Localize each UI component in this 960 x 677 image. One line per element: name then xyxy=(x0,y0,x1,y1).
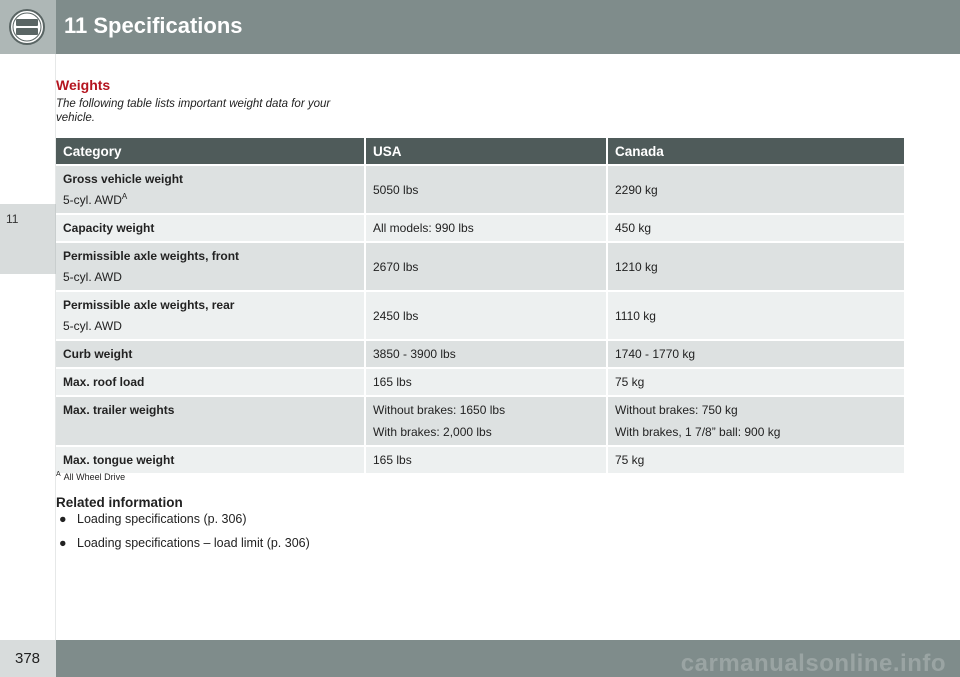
category-cell xyxy=(56,165,365,214)
usa-cell: 2670 lbs xyxy=(365,242,607,291)
canada-cell: 75 kg xyxy=(607,368,904,396)
table-row xyxy=(56,214,904,242)
table-row xyxy=(56,165,904,214)
related-link-text[interactable]: Loading specifications (p. 306) xyxy=(77,512,247,526)
category-label: Permissible axle weights, front xyxy=(63,249,240,263)
chapter-badge-icon xyxy=(8,8,46,46)
category-label: Max. tongue weight xyxy=(63,453,175,467)
related-info-title: Related information xyxy=(56,495,183,510)
related-link[interactable] xyxy=(56,511,310,535)
watermark: carmanualsonline.info xyxy=(680,650,946,677)
category-label: Max. roof load xyxy=(63,375,145,389)
category-sublabel: 5-cyl. AWD xyxy=(63,319,122,333)
table-row xyxy=(56,291,904,340)
chapter-badge-area xyxy=(0,0,56,54)
category-label: Max. trailer weights xyxy=(63,403,175,417)
canada-cell: 75 kg xyxy=(607,446,904,473)
chapter-title: 11 Specifications xyxy=(64,13,243,38)
footnote-marker: A xyxy=(56,471,61,478)
category-label: Gross vehicle weight xyxy=(63,172,184,186)
canada-cell: 1210 kg xyxy=(607,242,904,291)
table-row xyxy=(56,446,904,473)
usa-cell: 3850 - 3900 lbs xyxy=(365,340,607,368)
canada-cell xyxy=(607,396,904,446)
usa-cell xyxy=(365,396,607,446)
usa-cell: 5050 lbs xyxy=(365,165,607,214)
usa-cell: 165 lbs xyxy=(365,368,607,396)
chapter-tab[interactable] xyxy=(0,204,56,274)
usa-line: Without brakes: 1650 lbs xyxy=(373,403,506,417)
related-link-text[interactable]: Loading specifications – load limit (p. 306) xyxy=(77,536,310,550)
category-cell xyxy=(56,291,365,340)
side-margin xyxy=(0,54,56,640)
related-link[interactable] xyxy=(56,535,310,559)
category-label: Capacity weight xyxy=(63,221,155,235)
canada-line: With brakes, 1 7/8” ball: 900 kg xyxy=(615,425,781,439)
canada-cell: 450 kg xyxy=(607,214,904,242)
usa-cell: 2450 lbs xyxy=(365,291,607,340)
weights-table xyxy=(56,138,904,473)
table-row xyxy=(56,340,904,368)
column-header-canada: Canada xyxy=(607,138,904,165)
related-info-list xyxy=(56,511,310,559)
bullet-icon: ● xyxy=(59,512,67,526)
category-sublabel: 5-cyl. AWD xyxy=(63,270,122,284)
column-header-category: Category xyxy=(56,138,365,165)
canada-line: Without brakes: 750 kg xyxy=(615,403,738,417)
category-cell xyxy=(56,242,365,291)
category-cell xyxy=(56,368,365,396)
category-cell xyxy=(56,214,365,242)
footnote-text: All Wheel Drive xyxy=(63,472,126,482)
usa-cell: All models: 990 lbs xyxy=(365,214,607,242)
usa-line: With brakes: 2,000 lbs xyxy=(373,425,492,439)
category-label: Curb weight xyxy=(63,347,133,361)
section-intro: The following table lists important weight data for your vehicle. xyxy=(56,98,331,124)
table-row xyxy=(56,396,904,446)
canada-cell: 1740 - 1770 kg xyxy=(607,340,904,368)
category-label: Permissible axle weights, rear xyxy=(63,298,235,312)
chapter-tab-number: 11 xyxy=(6,212,19,226)
bullet-icon: ● xyxy=(59,536,67,550)
section-title: Weights xyxy=(56,77,111,93)
table-footnote xyxy=(56,472,125,482)
footnote-marker: A xyxy=(121,192,128,201)
page-number: 378 xyxy=(15,650,41,667)
table-header-row xyxy=(56,138,904,165)
category-sublabel-text: 5-cyl. AWD xyxy=(63,193,122,207)
category-cell xyxy=(56,446,365,473)
category-sublabel xyxy=(63,192,357,208)
table-row xyxy=(56,242,904,291)
usa-cell: 165 lbs xyxy=(365,446,607,473)
category-cell xyxy=(56,340,365,368)
page-number-box xyxy=(0,640,56,677)
canada-cell: 2290 kg xyxy=(607,165,904,214)
category-cell xyxy=(56,396,365,446)
canada-cell: 1110 kg xyxy=(607,291,904,340)
column-header-usa: USA xyxy=(365,138,607,165)
table-row xyxy=(56,368,904,396)
